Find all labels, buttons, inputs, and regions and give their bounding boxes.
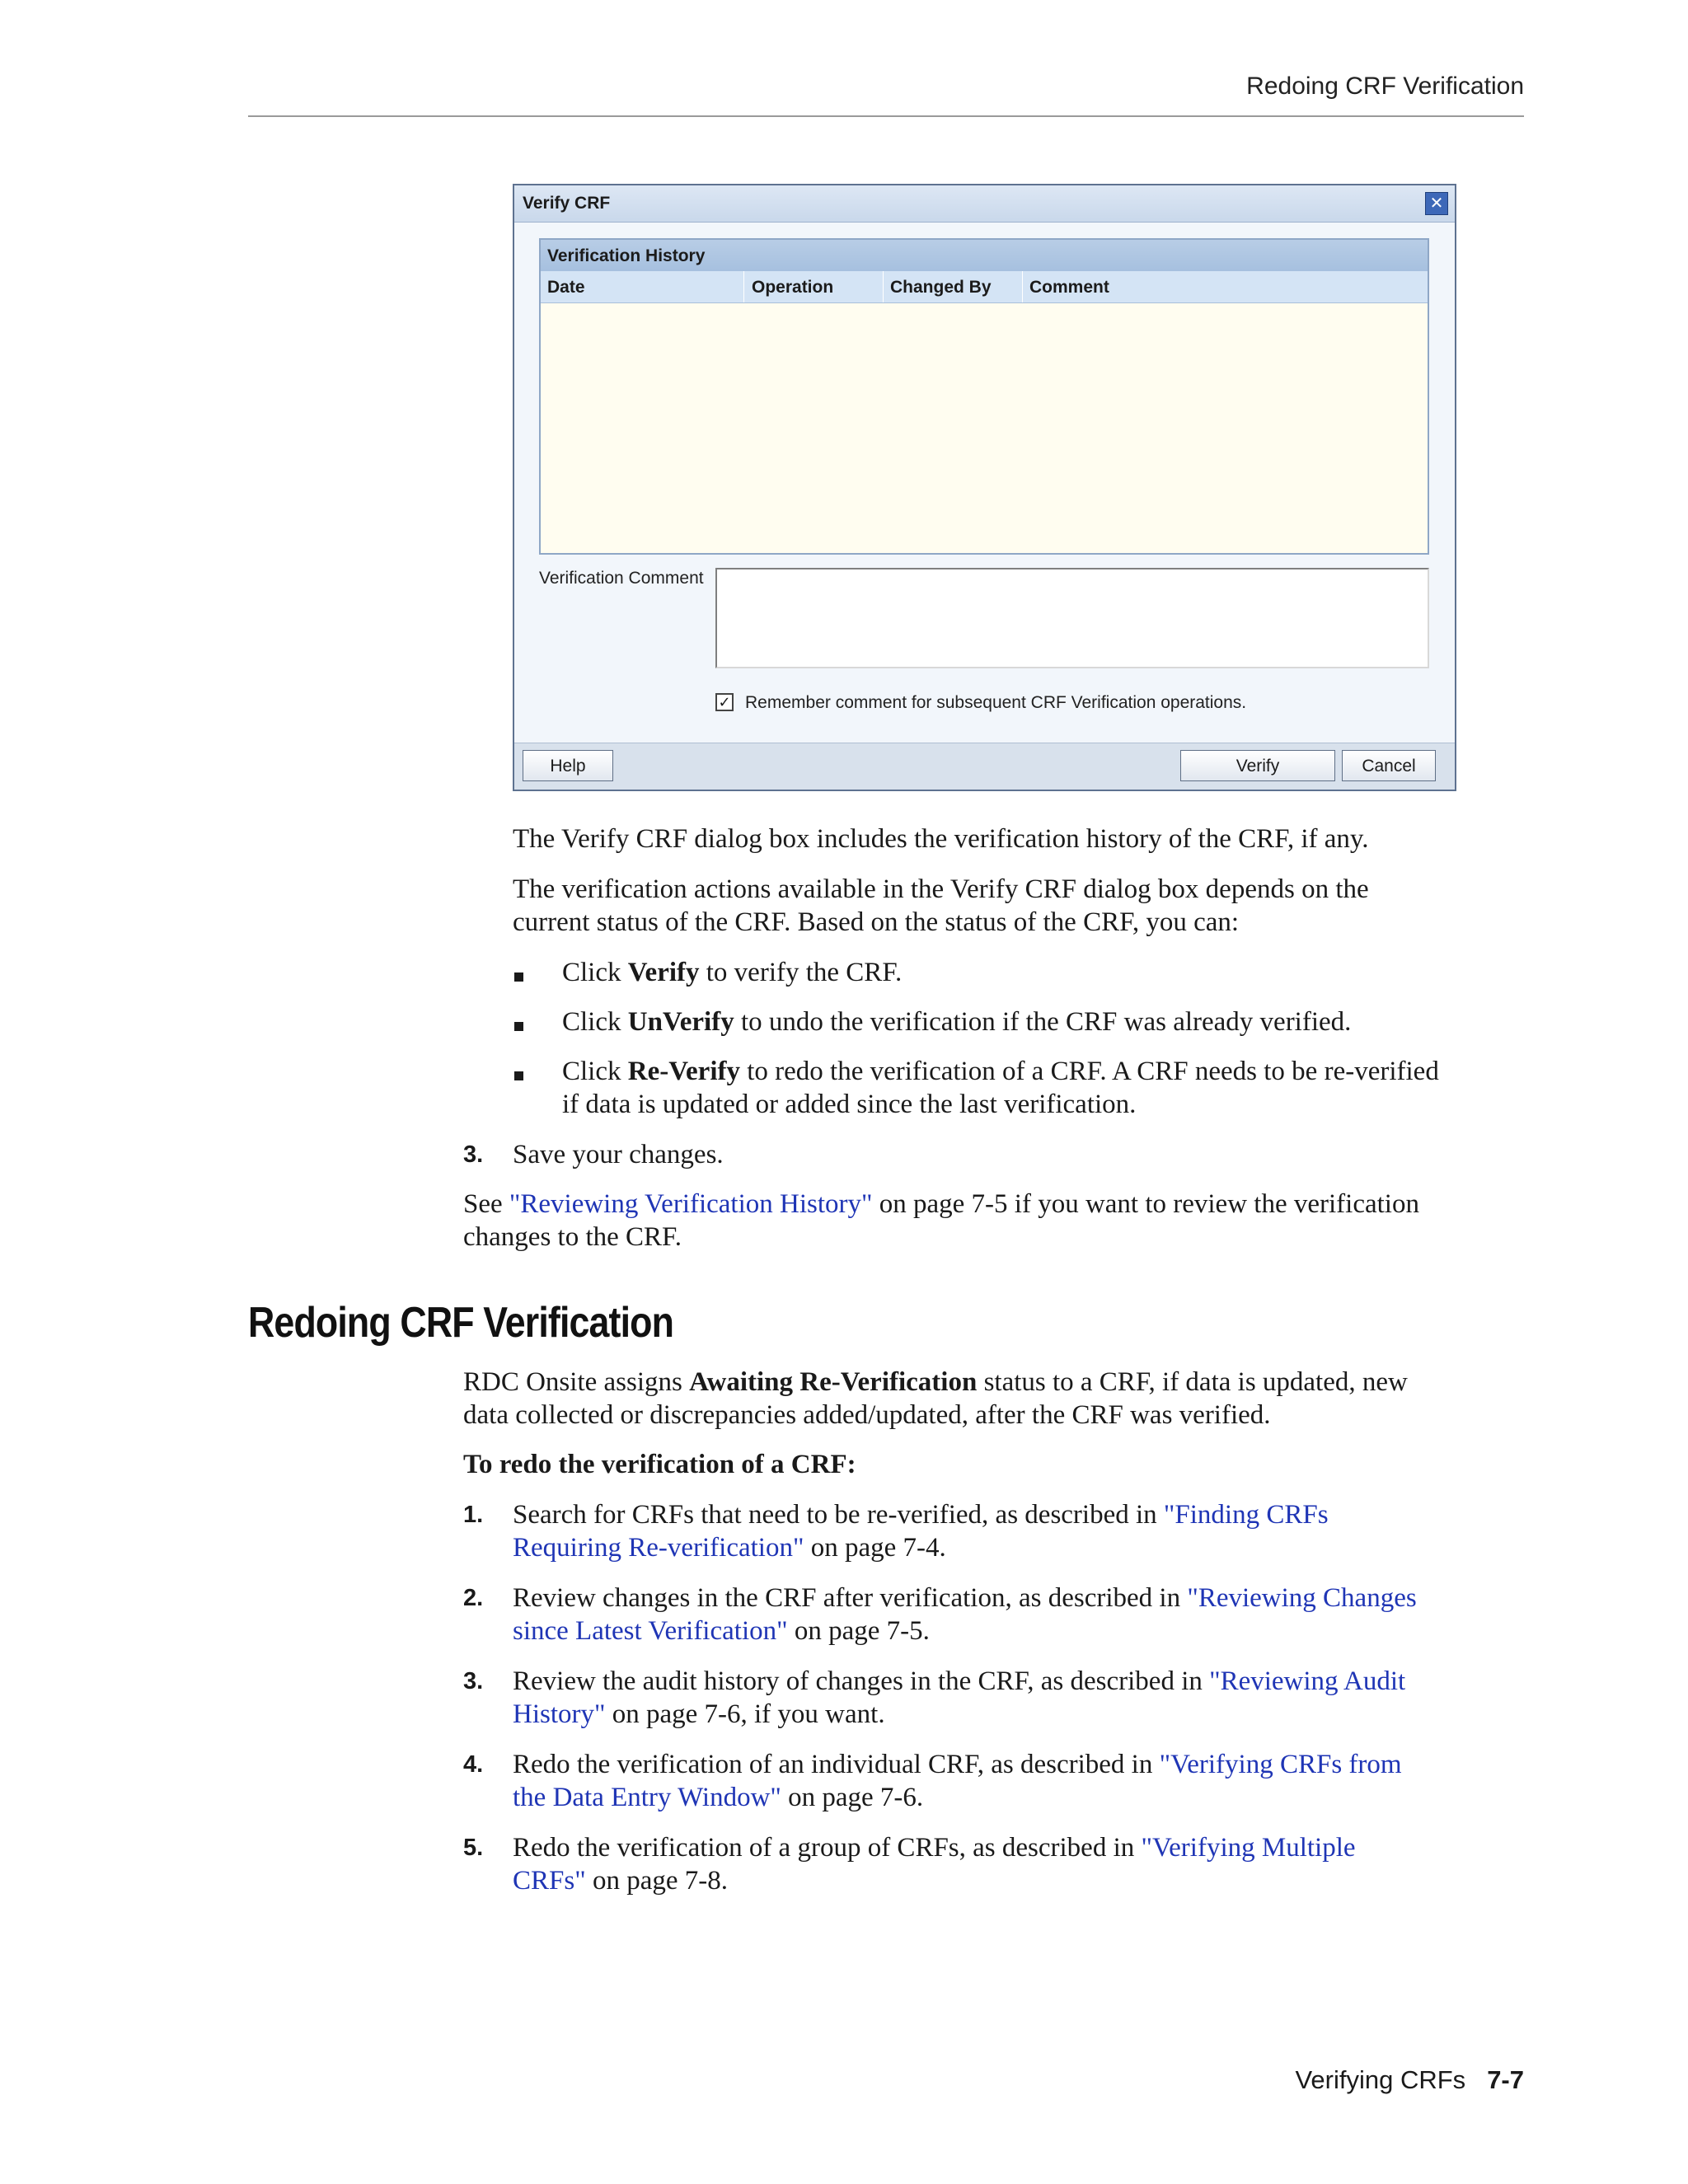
- dialog-description: The Verify CRF dialog box includes the verification history of the CRF, if any.: [513, 824, 1369, 854]
- remember-comment-checkbox[interactable]: ✓: [715, 693, 734, 711]
- column-separator: [883, 271, 884, 302]
- step-review-changes: Review changes in the CRF after verification, as described in "Reviewing Changes since Latest Verification" on page 7-5.: [513, 1583, 1417, 1646]
- dialog-titlebar: [514, 185, 1455, 223]
- page-footer: [1154, 2065, 1524, 2095]
- step-number: 3.: [463, 1668, 484, 1694]
- link-reviewing-verification-history[interactable]: "Reviewing Verification History": [509, 1189, 873, 1219]
- running-head: Redoing CRF Verification: [1246, 73, 1524, 100]
- link-reviewing-audit-history[interactable]: History": [513, 1699, 606, 1729]
- link-reviewing-audit-history[interactable]: "Reviewing Audit: [1209, 1666, 1406, 1696]
- reverify-term: Re-Verify: [627, 1057, 740, 1086]
- verification-comment-field[interactable]: [715, 568, 1429, 668]
- link-verifying-multiple[interactable]: CRFs": [513, 1866, 586, 1896]
- actions-paragraph-line: current status of the CRF. Based on the status of the CRF, you can:: [513, 907, 1240, 937]
- step-redo-group: Redo the verification of a group of CRFs, as described in "Verifying Multiple CRFs" on page 7-8.: [513, 1833, 1356, 1896]
- actions-paragraph-line: The verification actions available in the Verify CRF dialog box depends on the: [513, 874, 1369, 904]
- column-header-comment[interactable]: Comment: [1029, 278, 1109, 297]
- cancel-button[interactable]: Cancel: [1342, 750, 1436, 781]
- close-icon[interactable]: ✕: [1425, 192, 1448, 215]
- column-separator: [743, 271, 744, 302]
- verify-button[interactable]: Verify: [1180, 750, 1335, 781]
- history-column-headers: [541, 271, 1428, 303]
- bullet-unverify: Click UnVerify to undo the verification if the CRF was already verified.: [562, 1007, 1352, 1037]
- verification-history-table: [539, 238, 1429, 555]
- step-review-audit: Review the audit history of changes in the CRF, as described in "Reviewing Audit History" on page 7-6, if you want.: [513, 1666, 1406, 1729]
- verification-history-caption: Verification History: [541, 240, 1428, 271]
- page-number: 7-7: [1487, 2065, 1524, 2094]
- link-reviewing-changes[interactable]: since Latest Verification": [513, 1616, 788, 1646]
- link-finding-crfs[interactable]: Requiring Re-verification": [513, 1533, 804, 1563]
- footer-chapter: Verifying CRFs: [1295, 2065, 1466, 2094]
- step-number: 4.: [463, 1751, 484, 1778]
- bullet-reverify: Click Re-Verify to redo the verification of a CRF. A CRF needs to be re-verified if data is updated or added since the last verification.: [562, 1057, 1439, 1119]
- step-save-changes: Save your changes.: [513, 1140, 724, 1169]
- column-separator: [1022, 271, 1023, 302]
- history-rows-area: [541, 303, 1428, 553]
- help-button[interactable]: Help: [523, 750, 613, 781]
- link-verifying-from-data-entry[interactable]: the Data Entry Window": [513, 1783, 781, 1812]
- link-verifying-multiple[interactable]: "Verifying Multiple: [1141, 1833, 1356, 1863]
- step-redo-individual: Redo the verification of an individual CRF, as described in "Verifying CRFs from the Data Entry Window" on page 7-6.: [513, 1750, 1402, 1812]
- link-verifying-from-data-entry[interactable]: "Verifying CRFs from: [1159, 1750, 1402, 1779]
- unverify-term: UnVerify: [627, 1007, 734, 1037]
- header-rule: [248, 115, 1524, 117]
- bullet-marker: [514, 1071, 523, 1080]
- see-also-paragraph: See "Reviewing Verification History" on page 7-5 if you want to review the verification changes to the CRF.: [463, 1189, 1419, 1252]
- verification-comment-label: Verification Comment: [539, 569, 704, 588]
- link-reviewing-changes[interactable]: "Reviewing Changes: [1187, 1583, 1417, 1613]
- bullet-marker: [514, 1022, 523, 1031]
- column-header-operation[interactable]: Operation: [752, 278, 834, 297]
- step-number: 2.: [463, 1585, 484, 1611]
- column-header-date[interactable]: Date: [547, 278, 585, 297]
- procedure-heading: To redo the verification of a CRF:: [463, 1450, 856, 1479]
- column-header-changed-by[interactable]: Changed By: [890, 278, 992, 297]
- verify-crf-dialog: [513, 184, 1456, 791]
- dialog-button-bar: [514, 743, 1455, 790]
- step-search-crfs: Search for CRFs that need to be re-verified, as described in "Finding CRFs Requiring Re-verification" on page 7-4.: [513, 1500, 1329, 1563]
- step-number: 1.: [463, 1502, 484, 1528]
- awaiting-reverification-term: Awaiting Re-Verification: [689, 1367, 978, 1397]
- actions-paragraph: [513, 873, 1369, 939]
- step-number: 5.: [463, 1835, 484, 1861]
- intro-paragraph: RDC Onsite assigns Awaiting Re-Verification status to a CRF, if data is updated, new data collected or discrepancies added/updated, after the CRF was verified.: [463, 1367, 1408, 1430]
- dialog-title: Verify CRF: [523, 194, 611, 213]
- bullet-verify: Click Verify to verify the CRF.: [562, 958, 903, 987]
- step-number: 3.: [463, 1141, 484, 1168]
- verify-term: Verify: [627, 958, 700, 987]
- remember-comment-label: Remember comment for subsequent CRF Verification operations.: [745, 693, 1247, 712]
- section-heading: Redoing CRF Verification: [248, 1299, 674, 1347]
- bullet-marker: [514, 972, 523, 982]
- link-finding-crfs[interactable]: "Finding CRFs: [1163, 1500, 1329, 1530]
